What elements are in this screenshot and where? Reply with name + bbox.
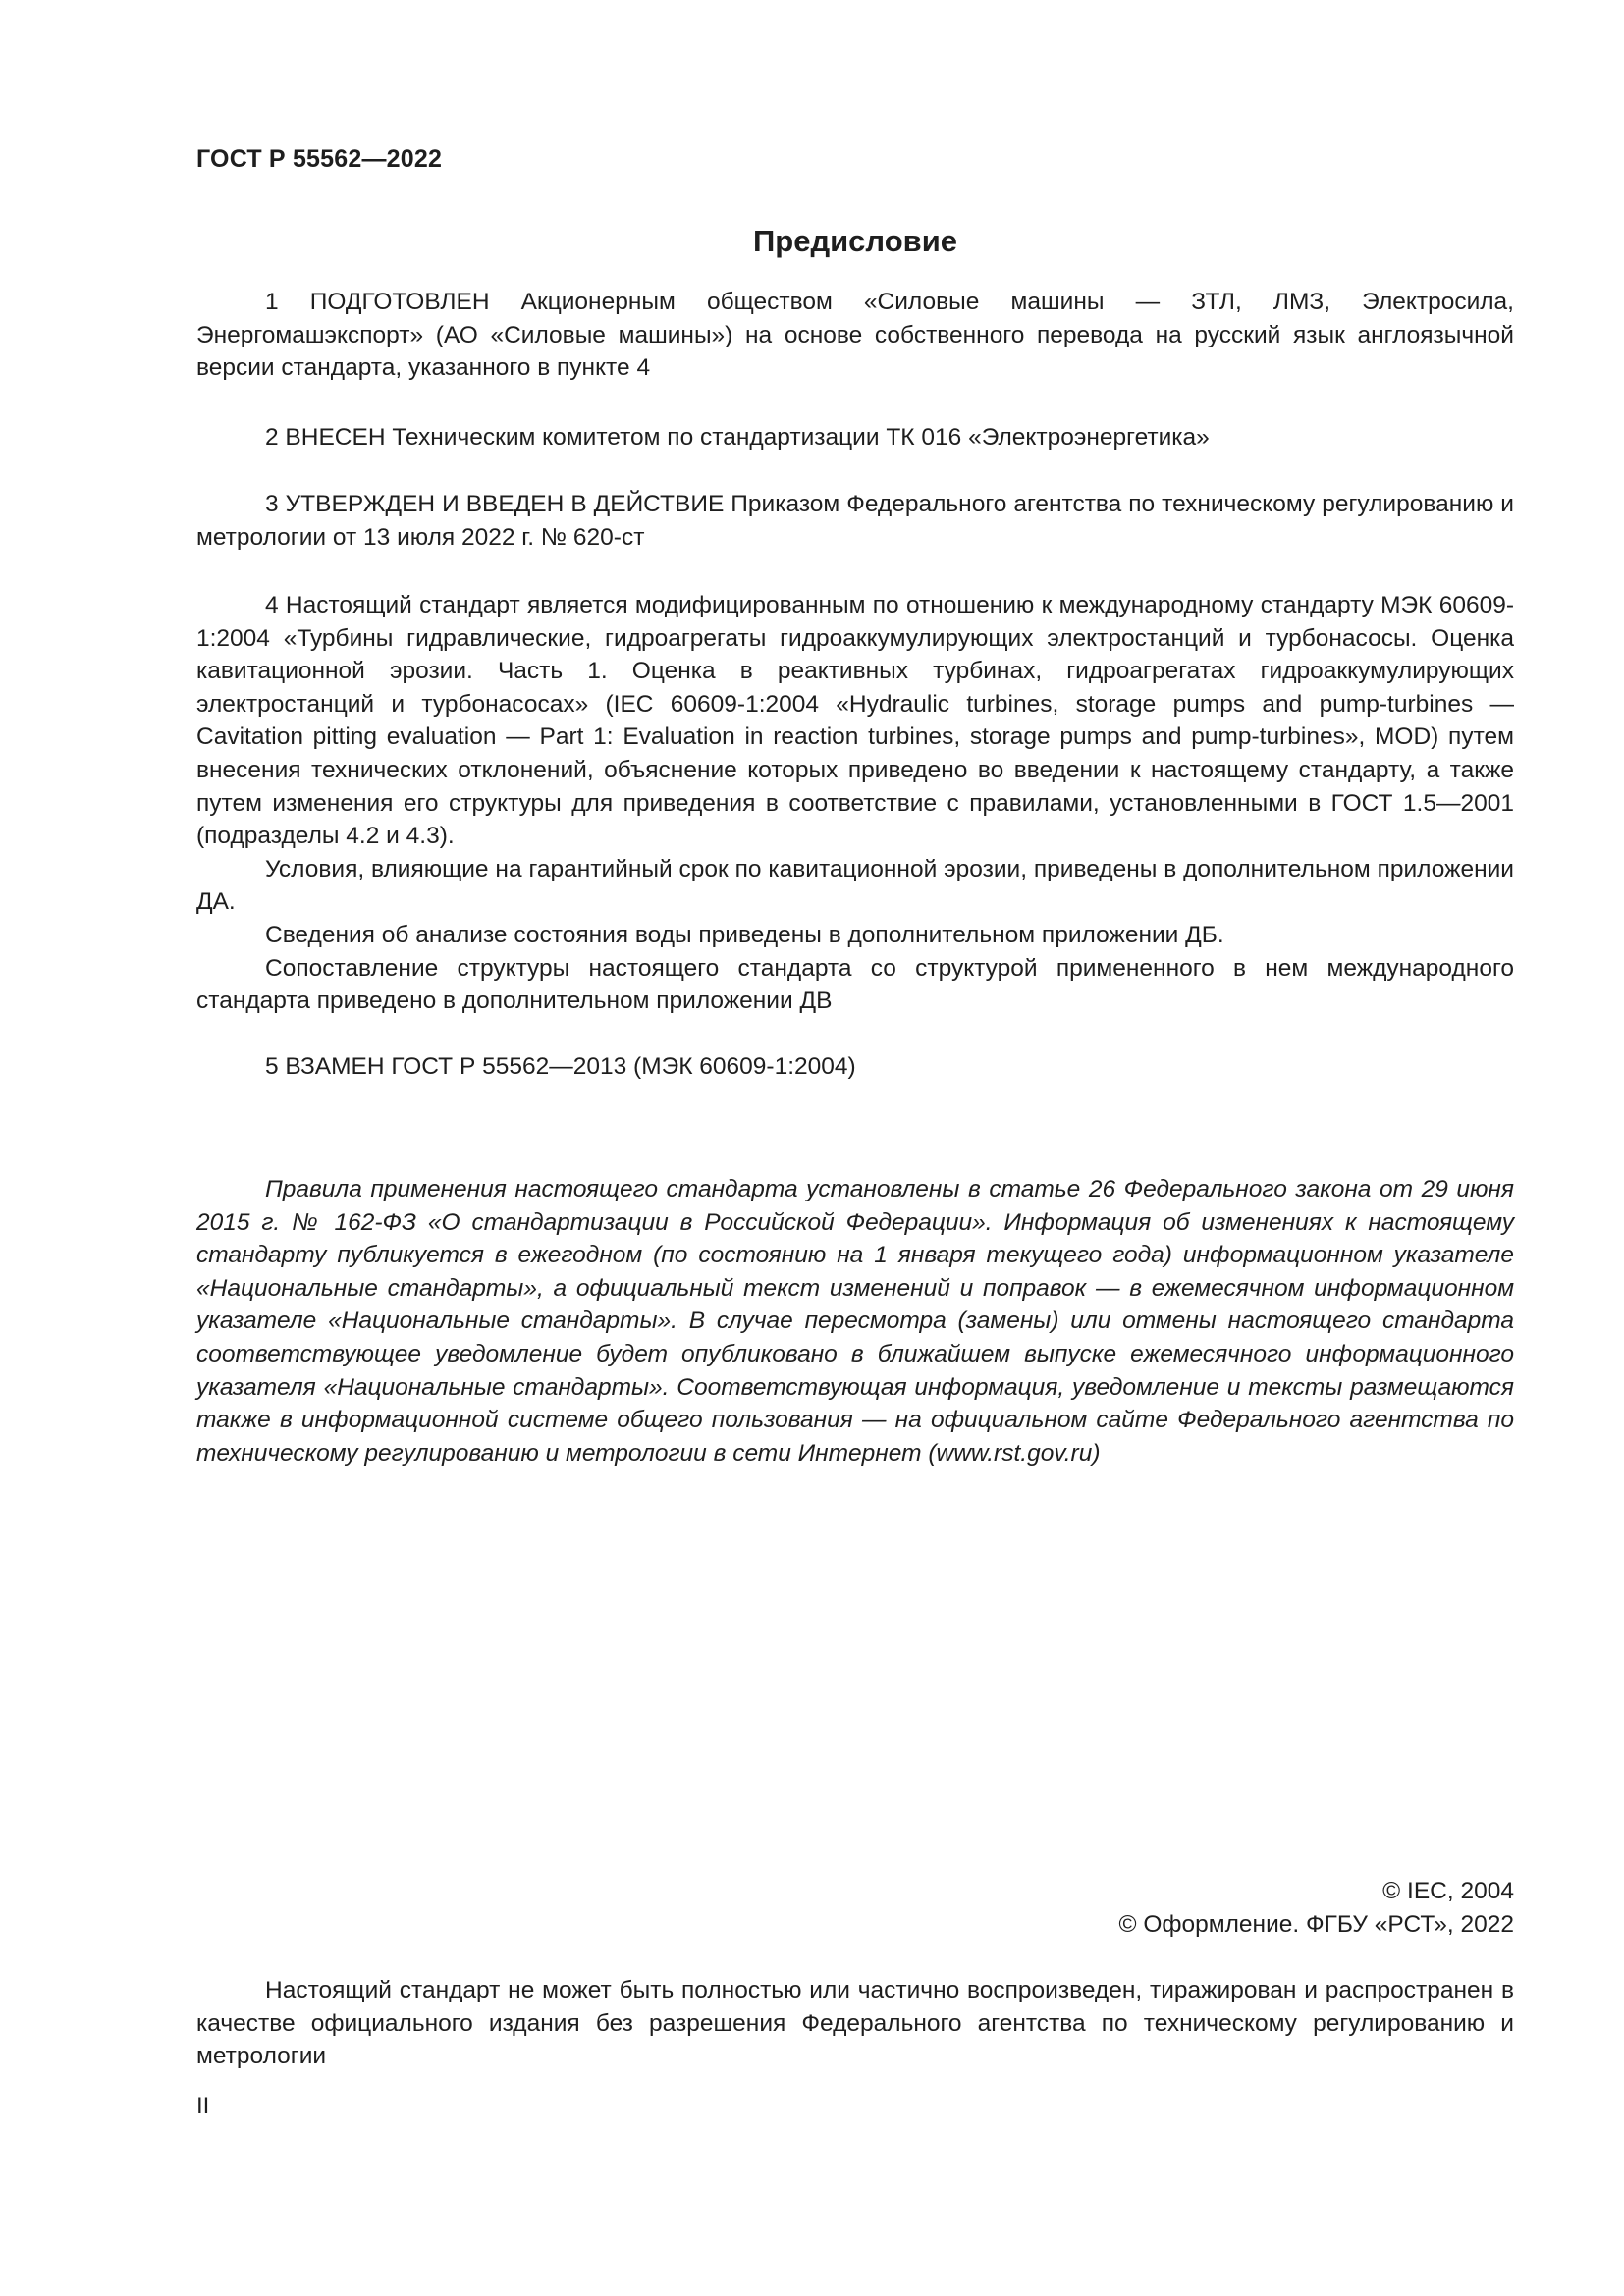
section-5-text: 5 ВЗАМЕН ГОСТ Р 55562—2013 (МЭК 60609-1:2004): [265, 1053, 856, 1080]
page-number: II: [196, 2093, 210, 2119]
reproduction-rights-notice: Настоящий стандарт не может быть полностью или частично воспроизведен, тиражирован и распространен в качестве официального издания без разрешения Федерального агентства по техническому регулированию и метрологии: [196, 1977, 1514, 2070]
copyright-block: [1118, 1875, 1514, 1942]
copyright-line-rst: © Оформление. ФГБУ «РСТ», 2022: [1118, 1911, 1514, 1938]
section-4: [196, 589, 1514, 1018]
section-3-text: 3 УТВЕРЖДЕН И ВВЕДЕН В ДЕЙСТВИЕ Приказом Федерального агентства по техническому регулированию и метрологии от 13 июля 2022 г. № 620-ст: [196, 491, 1514, 551]
copyright-line-iec: © IEC, 2004: [1382, 1878, 1514, 1904]
section-1-text: 1 ПОДГОТОВЛЕН Акционерным обществом «Силовые машины — ЗТЛ, ЛМЗ, Электросила, Энергомашэкспорт» (АО «Силовые машины») на основе собственного перевода на русский язык англоязычной версии стандарта, указанного в пункте 4: [196, 289, 1514, 382]
section-3: [196, 488, 1514, 554]
section-5: [196, 1050, 1514, 1084]
section-2-text: 2 ВНЕСЕН Техническим комитетом по стандартизации ТК 016 «Электроэнергетика»: [265, 424, 1210, 451]
application-rules-notice: Правила применения настоящего стандарта установлены в статье 26 Федерального закона от 29 июня 2015 г. № 162-ФЗ «О стандартизации в Российской Федерации». Информация об изменениях к настоящему стандарту публикуется в ежегодном (по состоянию на 1 января текущего года) информационном указателе «Национальные стандарты», а официальный текст изменений и поправок — в ежемесячном информационном указателе «Национальные стандарты». В случае пересмотра (замены) или отмены настоящего стандарта соответствующее уведомление будет опубликовано в ближайшем выпуске ежемесячного информационного указателя «Национальные стандарты». Соответствующая информация, уведомление и тексты размещаются также в информационной системе общего пользования — на официальном сайте Федерального агентства по техническому регулированию и метрологии в сети Интернет (www.rst.gov.ru): [196, 1176, 1514, 1467]
section-4-paragraph-4: Сопоставление структуры настоящего стандарта со структурой примененного в нем международного стандарта приведено в дополнительном приложении ДВ: [196, 954, 1514, 1015]
page-title: Предисловие: [752, 224, 957, 258]
section-4-paragraph-3: Сведения об анализе состояния воды приведены в дополнительном приложении ДБ.: [265, 921, 1224, 948]
section-4-paragraph-2: Условия, влияющие на гарантийный срок по кавитационной эрозии, приведены в дополнительном приложении ДА.: [196, 855, 1514, 916]
section-2: [196, 421, 1514, 454]
document-id-header: ГОСТ Р 55562—2022: [196, 145, 443, 173]
section-4-text: 4 Настоящий стандарт является модифицированным по отношению к международному стандарту МЭК 60609-1:2004 «Турбины гидравлические, гидроагрегаты гидроаккумулирующих электростанций и турбонасосы. Оценка кавитационной эрозии. Часть 1. Оценка в реактивных турбинах, гидроагрегатах гидроаккумулирующих электростанций и турбонасосах» (IEC 60609-1:2004 «Hydraulic turbines, storage pumps and pump-turbines — Cavitation pitting evaluation — Part 1: Evaluation in reaction turbines, storage pumps and pump-turbines», MOD) путем внесения технических отклонений, объяснение которых приведено во введении к настоящему стандарту, а также путем изменения его структуры для приведения в соответствие с правилами, установленными в ГОСТ 1.5—2001 (подразделы 4.2 и 4.3).: [196, 592, 1514, 850]
document-page: [196, 0, 1514, 2296]
section-1: [196, 286, 1514, 385]
